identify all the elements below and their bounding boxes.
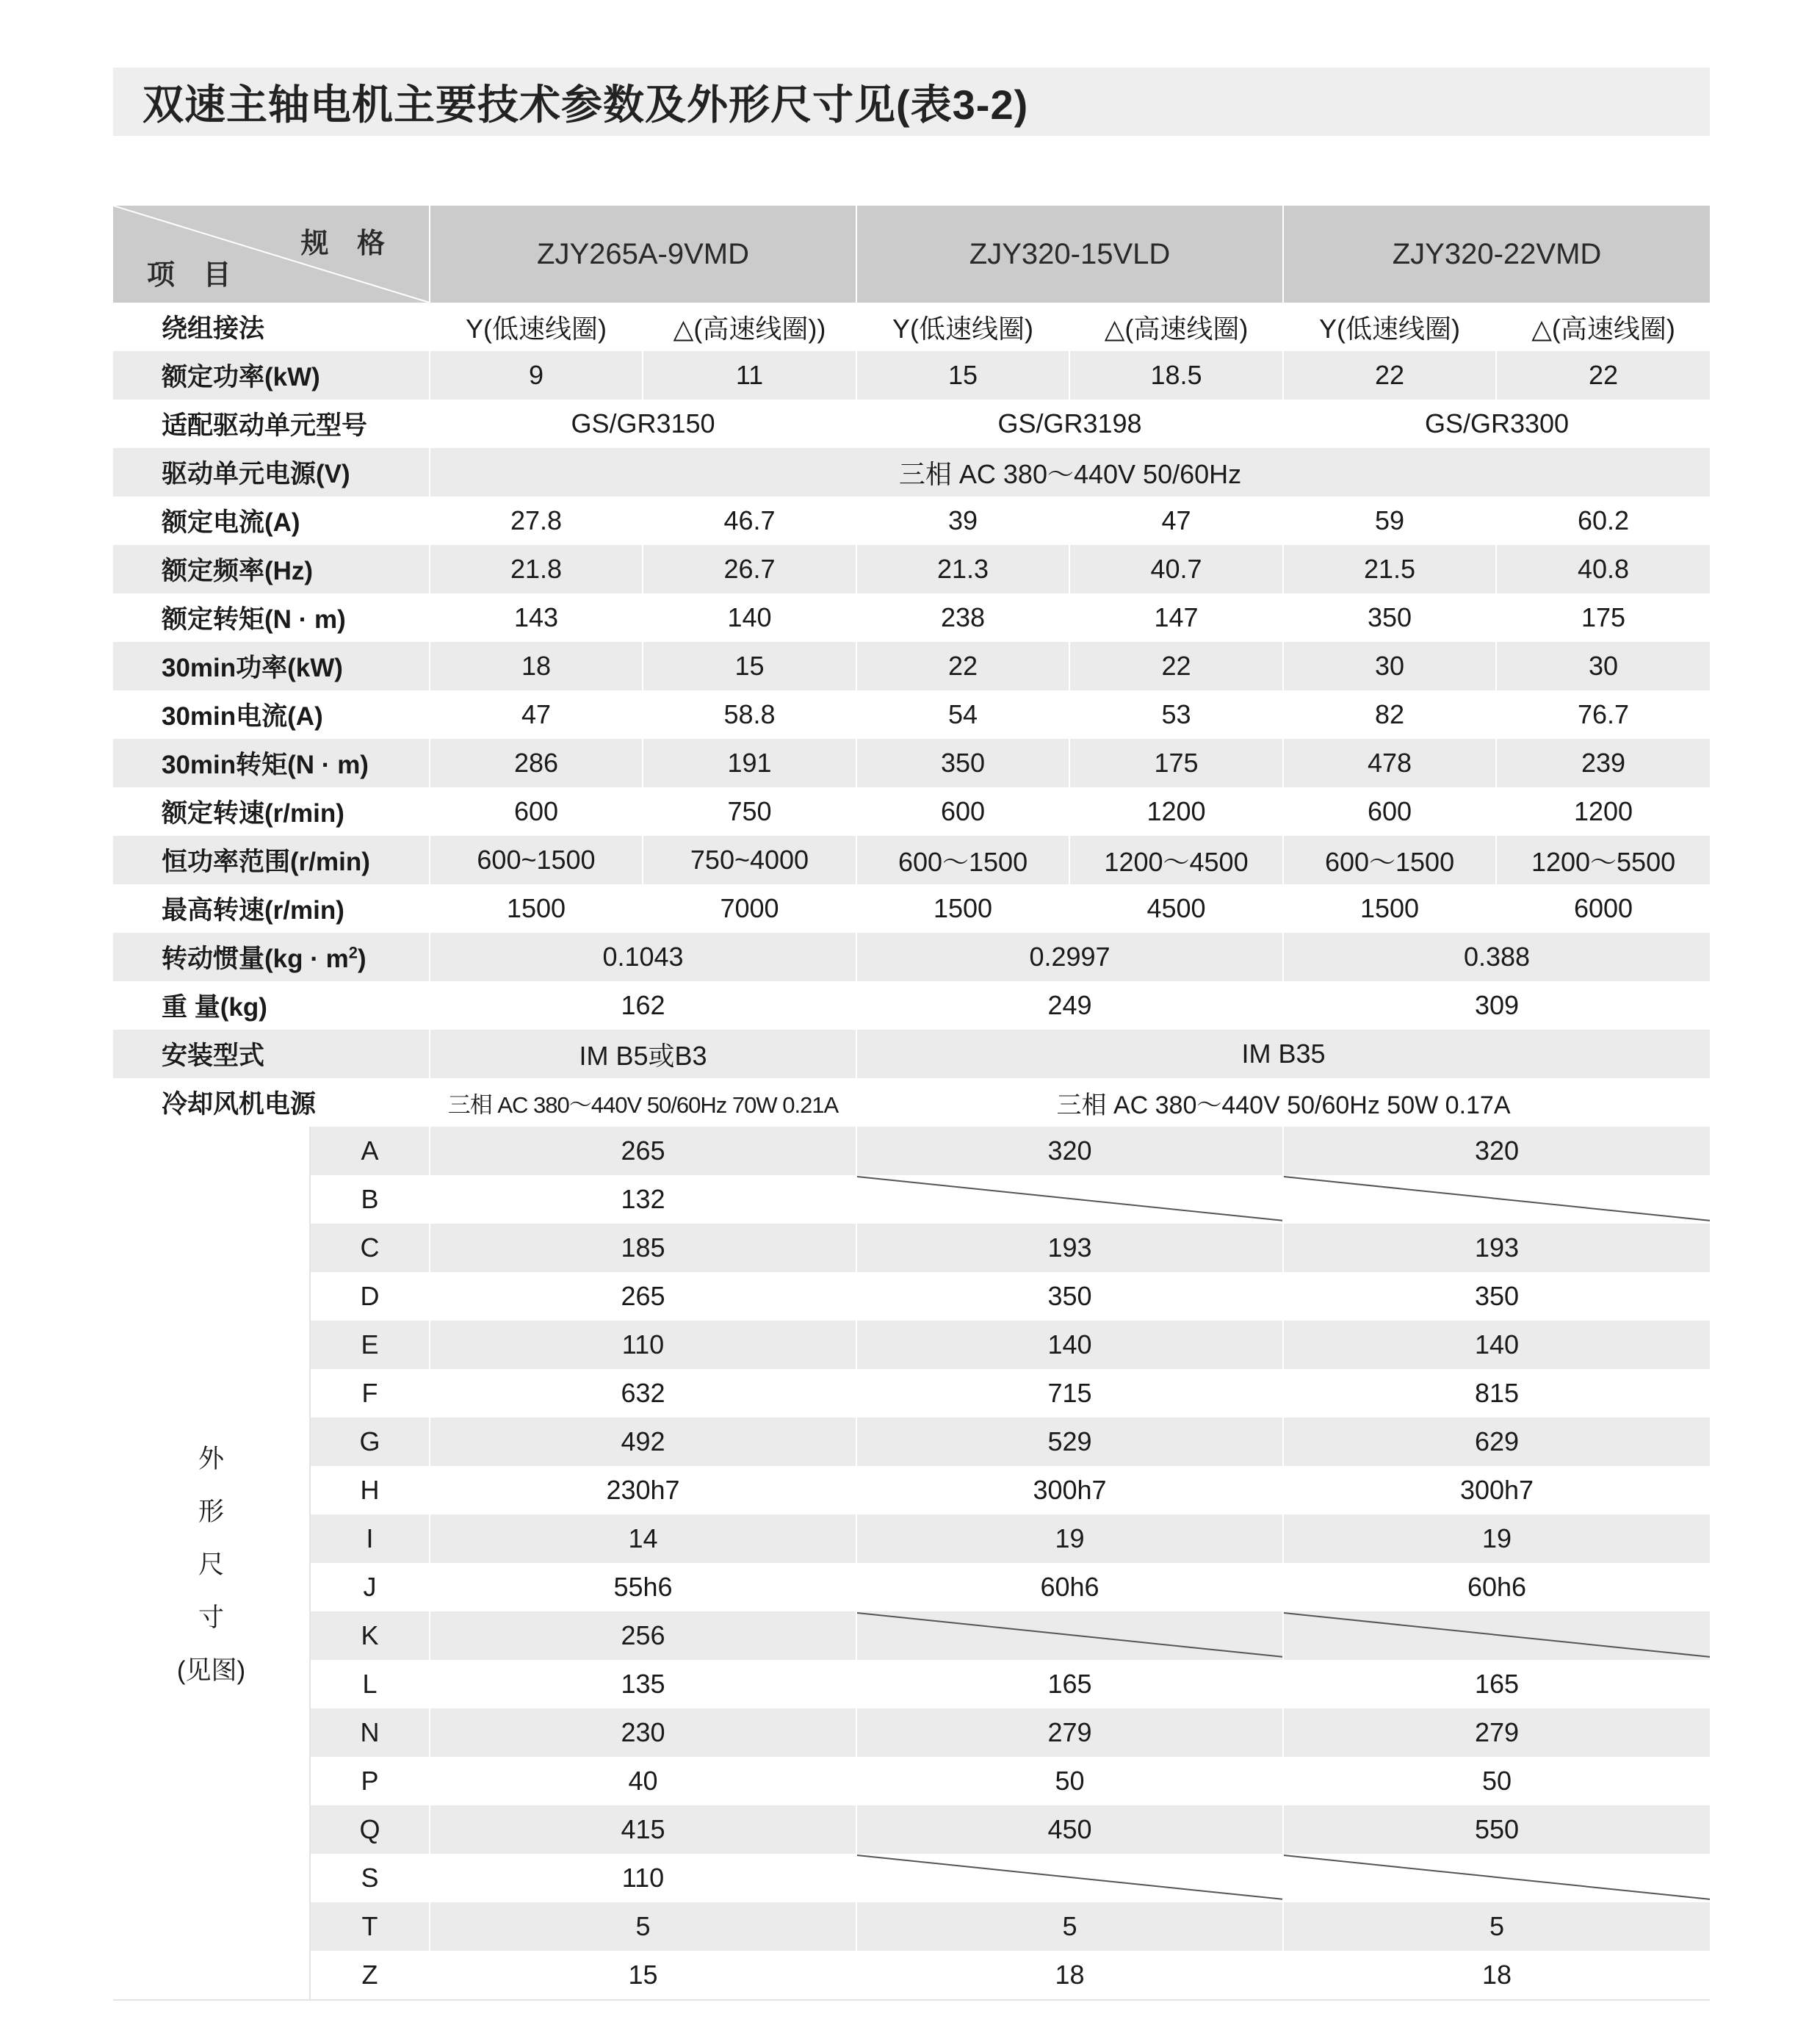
row-label-end: ) (357, 945, 366, 973)
item-label: 项 目 (147, 260, 242, 291)
dimension-letter: D (310, 1272, 430, 1321)
value-cell: 1500 (1283, 884, 1496, 933)
row-label-text: 30min功率(kW) (162, 654, 343, 682)
dimension-group-char: 外 (198, 1445, 224, 1473)
value-cell: 30 (1496, 642, 1710, 690)
dimension-value: 5 (430, 1902, 856, 1951)
row-torque (113, 593, 1710, 642)
dimension-value: 279 (1283, 1708, 1710, 1757)
value-cell: GS/GR3198 (856, 400, 1283, 448)
value-cell: 600~1500 (430, 836, 643, 884)
value-cell: 249 (856, 981, 1283, 1030)
header-corner (113, 206, 430, 303)
value-cell: 350 (1283, 593, 1496, 642)
value-cell: 175 (1069, 739, 1283, 787)
row-dim-E (113, 1321, 1710, 1369)
dimension-letter: L (310, 1660, 430, 1708)
dimension-value: 165 (1283, 1660, 1710, 1708)
value-cell: 600 (1283, 787, 1496, 836)
dimension-value: 5 (1283, 1902, 1710, 1951)
value-cell: 600～1500 (856, 836, 1069, 884)
value-cell: GS/GR3150 (430, 400, 856, 448)
dimension-letter: C (310, 1224, 430, 1272)
row-label-text: 30min转矩(N · m) (162, 751, 369, 779)
dimension-group-label (113, 1127, 310, 2000)
value-cell: 11 (643, 351, 856, 400)
value-cell: 9 (430, 351, 643, 400)
dimension-letter: P (310, 1757, 430, 1805)
value-cell: IM B35 (856, 1030, 1710, 1078)
value-cell: 140 (643, 593, 856, 642)
value-cell: 54 (856, 690, 1069, 739)
value-cell: 0.388 (1283, 933, 1710, 981)
dimension-value: 629 (1283, 1418, 1710, 1466)
dimension-value: 18 (1283, 1951, 1710, 2000)
row-dim-P (113, 1757, 1710, 1805)
dimension-value: 19 (1283, 1514, 1710, 1563)
row-power (113, 351, 1710, 400)
value-cell: 286 (430, 739, 643, 787)
value-cell: 0.1043 (430, 933, 856, 981)
row-dim-S (113, 1854, 1710, 1902)
row-label-text: 额定功率(kW) (162, 363, 320, 391)
dimension-value: 265 (430, 1127, 856, 1175)
dimension-letter: S (310, 1854, 430, 1902)
dimension-letter: K (310, 1611, 430, 1660)
dimension-letter: Q (310, 1805, 430, 1854)
row-label (113, 351, 430, 400)
spec-table (113, 206, 1710, 2001)
dimension-letter: N (310, 1708, 430, 1757)
dimension-group-char: 寸 (198, 1603, 224, 1632)
not-applicable-cell (856, 1854, 1283, 1902)
row-label (113, 1078, 430, 1127)
dimension-value: 185 (430, 1224, 856, 1272)
value-cell: △(高速线圈)) (643, 303, 856, 351)
value-cell: 21.8 (430, 545, 643, 593)
dimension-value: 300h7 (1283, 1466, 1710, 1514)
value-cell: Y(低速线圈) (1283, 303, 1496, 351)
dimension-value: 265 (430, 1272, 856, 1321)
row-label (113, 400, 430, 448)
row-label-text: 最高转速(r/min) (162, 896, 344, 925)
value-cell: 1500 (856, 884, 1069, 933)
value-cell: △(高速线圈) (1496, 303, 1710, 351)
row-label (113, 497, 430, 545)
value-cell: Y(低速线圈) (856, 303, 1069, 351)
value-cell: 53 (1069, 690, 1283, 739)
row-label-text: 额定转速(r/min) (162, 799, 344, 828)
value-cell: 76.7 (1496, 690, 1710, 739)
value-cell: 47 (430, 690, 643, 739)
page-title: 双速主轴电机主要技术参数及外形尺寸见(表3-2) (142, 81, 1029, 128)
dimension-letter: A (310, 1127, 430, 1175)
value-cell: 三相 AC 380～440V 50/60Hz (430, 448, 1710, 497)
row-label-text: 转动惯量(kg · m (162, 945, 349, 973)
row-dim-I (113, 1514, 1710, 1563)
row-label (113, 787, 430, 836)
row-label (113, 690, 430, 739)
row-dim-Q (113, 1805, 1710, 1854)
spec-label: 规 格 (300, 228, 395, 259)
not-applicable-diagonal (1284, 1611, 1710, 1660)
value-cell: 40.7 (1069, 545, 1283, 593)
not-applicable-diagonal (1284, 1854, 1710, 1902)
value-cell: 350 (856, 739, 1069, 787)
value-cell: 27.8 (430, 497, 643, 545)
value-cell: 21.5 (1283, 545, 1496, 593)
row-label-text: 绕组接法 (162, 314, 265, 343)
row-label (113, 739, 430, 787)
value-cell: 18 (430, 642, 643, 690)
not-applicable-diagonal (1284, 1175, 1710, 1224)
row-dim-D (113, 1272, 1710, 1321)
value-cell: 478 (1283, 739, 1496, 787)
dimension-value: 110 (430, 1321, 856, 1369)
row-label (113, 933, 430, 981)
row-range (113, 836, 1710, 884)
model-header: ZJY265A-9VMD (430, 206, 856, 303)
row-label-text: 30min电流(A) (162, 702, 323, 731)
dimension-letter: Z (310, 1951, 430, 2000)
row-drive (113, 400, 1710, 448)
not-applicable-diagonal (857, 1175, 1283, 1224)
dimension-letter: H (310, 1466, 430, 1514)
row-label-text: 额定频率(Hz) (162, 557, 314, 585)
value-cell: 239 (1496, 739, 1710, 787)
header-row (113, 206, 1710, 303)
dimension-value: 300h7 (856, 1466, 1283, 1514)
value-cell: 143 (430, 593, 643, 642)
row-speed (113, 787, 1710, 836)
row-dim-J (113, 1563, 1710, 1611)
dimension-value: 715 (856, 1369, 1283, 1418)
row-label (113, 303, 430, 351)
dimension-value: 350 (856, 1272, 1283, 1321)
not-applicable-diagonal (857, 1854, 1283, 1902)
not-applicable-cell (1283, 1611, 1710, 1660)
value-cell: 0.2997 (856, 933, 1283, 981)
row-label (113, 593, 430, 642)
value-cell: 238 (856, 593, 1069, 642)
dimension-value: 450 (856, 1805, 1283, 1854)
value-cell: 15 (643, 642, 856, 690)
value-cell: 82 (1283, 690, 1496, 739)
not-applicable-cell (1283, 1175, 1710, 1224)
row-dim-C (113, 1224, 1710, 1272)
row-dim-B (113, 1175, 1710, 1224)
row-label-text: 额定转矩(N · m) (162, 605, 346, 634)
row-label (113, 448, 430, 497)
value-cell: 46.7 (643, 497, 856, 545)
value-cell: △(高速线圈) (1069, 303, 1283, 351)
value-cell: 40.8 (1496, 545, 1710, 593)
row-dim-L (113, 1660, 1710, 1708)
dimension-value: 165 (856, 1660, 1283, 1708)
value-cell: 58.8 (643, 690, 856, 739)
dimension-value: 492 (430, 1418, 856, 1466)
title-bar (113, 68, 1710, 136)
dimension-value: 279 (856, 1708, 1283, 1757)
dimension-letter: G (310, 1418, 430, 1466)
dimension-value: 5 (856, 1902, 1283, 1951)
row-i30 (113, 690, 1710, 739)
value-cell: 6000 (1496, 884, 1710, 933)
value-cell: 750 (643, 787, 856, 836)
dimension-value: 140 (1283, 1321, 1710, 1369)
value-cell: 147 (1069, 593, 1283, 642)
dimension-value: 230 (430, 1708, 856, 1757)
dimension-value: 50 (1283, 1757, 1710, 1805)
value-cell: 22 (1496, 351, 1710, 400)
dimension-value: 230h7 (430, 1466, 856, 1514)
dimension-value: 320 (1283, 1127, 1710, 1175)
value-cell: 60.2 (1496, 497, 1710, 545)
dimension-value: 55h6 (430, 1563, 856, 1611)
row-winding (113, 303, 1710, 351)
dimension-value: 193 (1283, 1224, 1710, 1272)
row-t30 (113, 739, 1710, 787)
dimension-value: 632 (430, 1369, 856, 1418)
dimension-letter: T (310, 1902, 430, 1951)
row-fan (113, 1078, 1710, 1127)
dimension-value: 529 (856, 1418, 1283, 1466)
not-applicable-cell (856, 1611, 1283, 1660)
not-applicable-diagonal (857, 1611, 1283, 1660)
dimension-group-text (177, 1439, 245, 1687)
value-cell: 22 (856, 642, 1069, 690)
dimension-letter: F (310, 1369, 430, 1418)
value-cell: 1200 (1496, 787, 1710, 836)
value-cell: 15 (856, 351, 1069, 400)
row-dim-H (113, 1466, 1710, 1514)
row-mount (113, 1030, 1710, 1078)
row-dim-A (113, 1127, 1710, 1175)
row-label-text: 恒功率范围(r/min) (162, 848, 370, 876)
value-cell: 三相 AC 380～440V 50/60Hz 50W 0.17A (856, 1078, 1710, 1127)
value-cell: 39 (856, 497, 1069, 545)
value-cell: 191 (643, 739, 856, 787)
value-cell: 309 (1283, 981, 1710, 1030)
row-label (113, 1030, 430, 1078)
dimension-letter: J (310, 1563, 430, 1611)
dimension-value: 19 (856, 1514, 1283, 1563)
value-cell: 600～1500 (1283, 836, 1496, 884)
dimension-group-char: (见图) (176, 1656, 246, 1685)
dimension-value: 140 (856, 1321, 1283, 1369)
row-label (113, 642, 430, 690)
row-maxspeed (113, 884, 1710, 933)
dimension-letter: B (310, 1175, 430, 1224)
row-weight (113, 981, 1710, 1030)
dimension-value: 50 (856, 1757, 1283, 1805)
value-cell: 750~4000 (643, 836, 856, 884)
row-label (113, 545, 430, 593)
dimension-group-char: 形 (198, 1498, 224, 1526)
row-p30 (113, 642, 1710, 690)
value-cell: 175 (1496, 593, 1710, 642)
row-freq (113, 545, 1710, 593)
value-cell: 18.5 (1069, 351, 1283, 400)
dimension-value: 550 (1283, 1805, 1710, 1854)
dimension-value: 60h6 (856, 1563, 1283, 1611)
dimension-value: 135 (430, 1660, 856, 1708)
value-cell: 1200～4500 (1069, 836, 1283, 884)
row-dim-N (113, 1708, 1710, 1757)
row-label-sup: 2 (348, 943, 358, 962)
dimension-value: 14 (430, 1514, 856, 1563)
value-cell: 7000 (643, 884, 856, 933)
value-cell: 三相 AC 380～440V 50/60Hz 70W 0.21A (430, 1078, 856, 1127)
dimension-value: 350 (1283, 1272, 1710, 1321)
row-label (113, 836, 430, 884)
model-header: ZJY320-22VMD (1283, 206, 1710, 303)
row-label-text: 适配驱动单元型号 (162, 411, 368, 440)
value-cell: Y(低速线圈) (430, 303, 643, 351)
model-header: ZJY320-15VLD (856, 206, 1283, 303)
dimension-value: 15 (430, 1951, 856, 2000)
value-cell: 47 (1069, 497, 1283, 545)
row-label-text: 驱动单元电源(V) (162, 460, 350, 488)
row-label-text: 冷却风机电源 (162, 1090, 317, 1119)
value-cell: 59 (1283, 497, 1496, 545)
dimension-value: 110 (430, 1854, 856, 1902)
dimension-value: 815 (1283, 1369, 1710, 1418)
row-dim-Z (113, 1951, 1710, 2000)
dimension-value: 18 (856, 1951, 1283, 2000)
row-dim-G (113, 1418, 1710, 1466)
row-label (113, 884, 430, 933)
dimension-value: 320 (856, 1127, 1283, 1175)
value-cell: 21.3 (856, 545, 1069, 593)
row-label-text: 重 量(kg) (162, 993, 267, 1022)
row-label-text: 安装型式 (162, 1041, 265, 1070)
value-cell: 600 (430, 787, 643, 836)
dimension-letter: I (310, 1514, 430, 1563)
row-dim-T (113, 1902, 1710, 1951)
dimension-value: 256 (430, 1611, 856, 1660)
value-cell: 600 (856, 787, 1069, 836)
dimension-value: 60h6 (1283, 1563, 1710, 1611)
not-applicable-cell (1283, 1854, 1710, 1902)
value-cell: GS/GR3300 (1283, 400, 1710, 448)
value-cell: 30 (1283, 642, 1496, 690)
row-inertia (113, 933, 1710, 981)
value-cell: IM B5或B3 (430, 1030, 856, 1078)
value-cell: 1500 (430, 884, 643, 933)
value-cell: 22 (1069, 642, 1283, 690)
dimension-value: 193 (856, 1224, 1283, 1272)
row-current (113, 497, 1710, 545)
not-applicable-cell (856, 1175, 1283, 1224)
dimension-value: 132 (430, 1175, 856, 1224)
row-supply (113, 448, 1710, 497)
row-dim-K (113, 1611, 1710, 1660)
dimension-group-char: 尺 (198, 1550, 224, 1579)
row-dim-F (113, 1369, 1710, 1418)
dimension-value: 415 (430, 1805, 856, 1854)
dimension-value: 40 (430, 1757, 856, 1805)
value-cell: 4500 (1069, 884, 1283, 933)
value-cell: 1200 (1069, 787, 1283, 836)
row-label-text: 额定电流(A) (162, 508, 300, 537)
dimension-letter: E (310, 1321, 430, 1369)
row-label (113, 981, 430, 1030)
value-cell: 1200～5500 (1496, 836, 1710, 884)
value-cell: 162 (430, 981, 856, 1030)
value-cell: 22 (1283, 351, 1496, 400)
value-cell: 26.7 (643, 545, 856, 593)
